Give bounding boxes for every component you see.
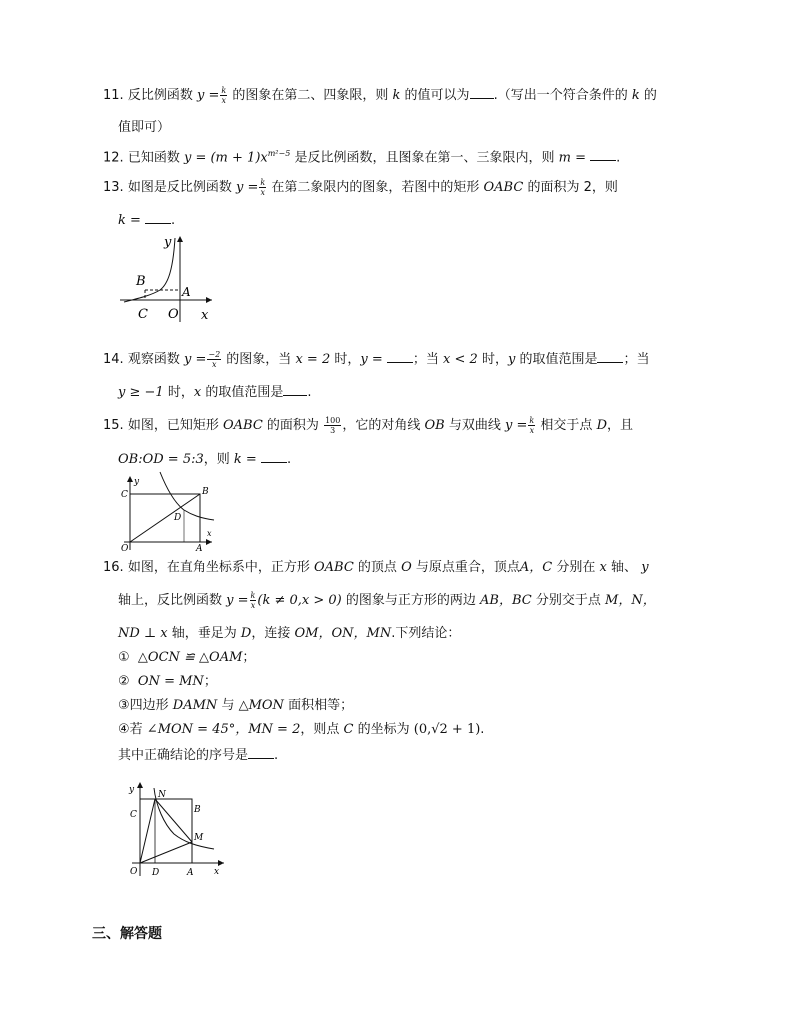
q14-blank-2[interactable] bbox=[597, 350, 623, 363]
q13-figure bbox=[118, 232, 218, 324]
q16-number: 16. bbox=[103, 560, 124, 575]
q13-line2: k = . bbox=[118, 213, 176, 228]
q16-conclusion-3: ③四边形 DAMN 与 △MON 面积相等； bbox=[118, 698, 354, 713]
q16-label-C: C bbox=[130, 810, 137, 820]
q14-blank-1[interactable] bbox=[387, 350, 413, 363]
q16-label-B: B bbox=[194, 805, 201, 815]
q13-answer-blank[interactable] bbox=[145, 211, 171, 224]
q11-line1: 11. 反比例函数 y = $\frac{k}{x}$ 的图象在第二、四象限，则 k 的值可以为 .（写出一个符合条件的 k 的 bbox=[103, 86, 657, 105]
q16-answer-blank[interactable] bbox=[248, 746, 274, 759]
q13-line1: 13. 如图是反比例函数 y = $\frac{k}{x}$ 在第二象限内的图象，若图中的矩形 OABC 的面积为 2，则 bbox=[103, 178, 618, 197]
q16-ask: 其中正确结论的序号是 . bbox=[118, 748, 279, 763]
q15-label-A: A bbox=[196, 544, 203, 554]
q15-label-C: C bbox=[121, 490, 128, 500]
q15-label-D: D bbox=[174, 513, 182, 523]
section-heading: 三、解答题 bbox=[92, 926, 162, 942]
q13-label-B: B bbox=[136, 274, 146, 289]
q14-line1: 14. 观察函数 y = $\frac{-2}{x}$ 的图象，当 x = 2 时，y = ；当 x < 2 时，y 的取值范围是 ；当 bbox=[103, 350, 650, 369]
q15-label-B: B bbox=[202, 487, 209, 497]
q16-OM bbox=[140, 842, 192, 863]
q16-label-O: O bbox=[130, 867, 138, 877]
q12-answer-blank[interactable] bbox=[590, 148, 616, 161]
q16-label-D: D bbox=[152, 868, 160, 878]
q11-answer-blank[interactable] bbox=[470, 86, 494, 99]
q16-label-A: A bbox=[187, 868, 194, 878]
q11-line2: 值即可） bbox=[118, 120, 171, 135]
q16-label-N: N bbox=[158, 790, 166, 800]
q16-line2: 轴上，反比例函数 y = $\frac{k}{x}$ (k ≠ 0,x > 0) 的图象与正方形的两边 AB，BC 分别交于点 M，N， bbox=[118, 591, 656, 610]
q16-line1: 16. 如图，在直角坐标系中，正方形 OABC 的顶点 O 与原点重合，顶点A，C 分别在 x 轴、 y bbox=[103, 560, 649, 575]
q16-label-y: y bbox=[129, 785, 135, 795]
q14-number: 14. bbox=[103, 352, 124, 367]
q14-line2: y ≥ −1 时，x 的取值范围是 . bbox=[118, 385, 312, 400]
q13-number: 13. bbox=[103, 180, 124, 195]
q13-label-y: y bbox=[164, 235, 172, 250]
q15-figure bbox=[116, 470, 218, 554]
q16-ON bbox=[140, 799, 155, 863]
q16-MN bbox=[155, 799, 192, 842]
q16-conclusion-4: ④若 ∠MON = 45°，MN = 2，则点 C 的坐标为 (0,√2 + 1). bbox=[118, 722, 485, 737]
q14-blank-3[interactable] bbox=[283, 383, 307, 396]
q16-label-x: x bbox=[214, 867, 220, 877]
q16-conclusion-1: ① △OCN ≌ △OAM； bbox=[118, 650, 256, 665]
q12-line: 12. 已知函数 $y = (m + 1)x^{m^2-5}$ 是反比例函数，且图象在第一、三象限内，则 m = . bbox=[103, 149, 621, 166]
q13-label-A: A bbox=[182, 285, 191, 299]
q15-number: 15. bbox=[103, 418, 124, 433]
q15-line2: OB:OD = 5:3，则 k = . bbox=[118, 452, 292, 467]
q12-number: 12. bbox=[103, 150, 124, 166]
q15-answer-blank[interactable] bbox=[261, 450, 287, 463]
q16-figure bbox=[118, 776, 230, 880]
q11-fraction: $\frac{k}{x}$ bbox=[221, 86, 227, 105]
q16-label-M: M bbox=[194, 833, 204, 843]
q15-diagonal bbox=[130, 494, 200, 542]
q16-line3: ND ⊥ x 轴，垂足为 D，连接 OM，ON，MN.下列结论： bbox=[118, 626, 461, 641]
q13-label-C: C bbox=[138, 307, 148, 322]
q15-label-O: O bbox=[121, 544, 129, 554]
q15-line1: 15. 如图，已知矩形 OABC 的面积为 $\frac{100}{3}$ ，它的对角线 OB 与双曲线 y = $\frac{k}{x}$ 相交于点 D，且 bbox=[103, 416, 634, 435]
q16-conclusion-2: ② ON = MN； bbox=[118, 674, 217, 689]
q15-label-y: y bbox=[134, 477, 140, 487]
q13-label-O: O bbox=[168, 307, 179, 322]
q11-number: 11. bbox=[103, 88, 124, 103]
q15-label-x: x bbox=[207, 529, 212, 538]
q13-label-x: x bbox=[201, 308, 209, 323]
